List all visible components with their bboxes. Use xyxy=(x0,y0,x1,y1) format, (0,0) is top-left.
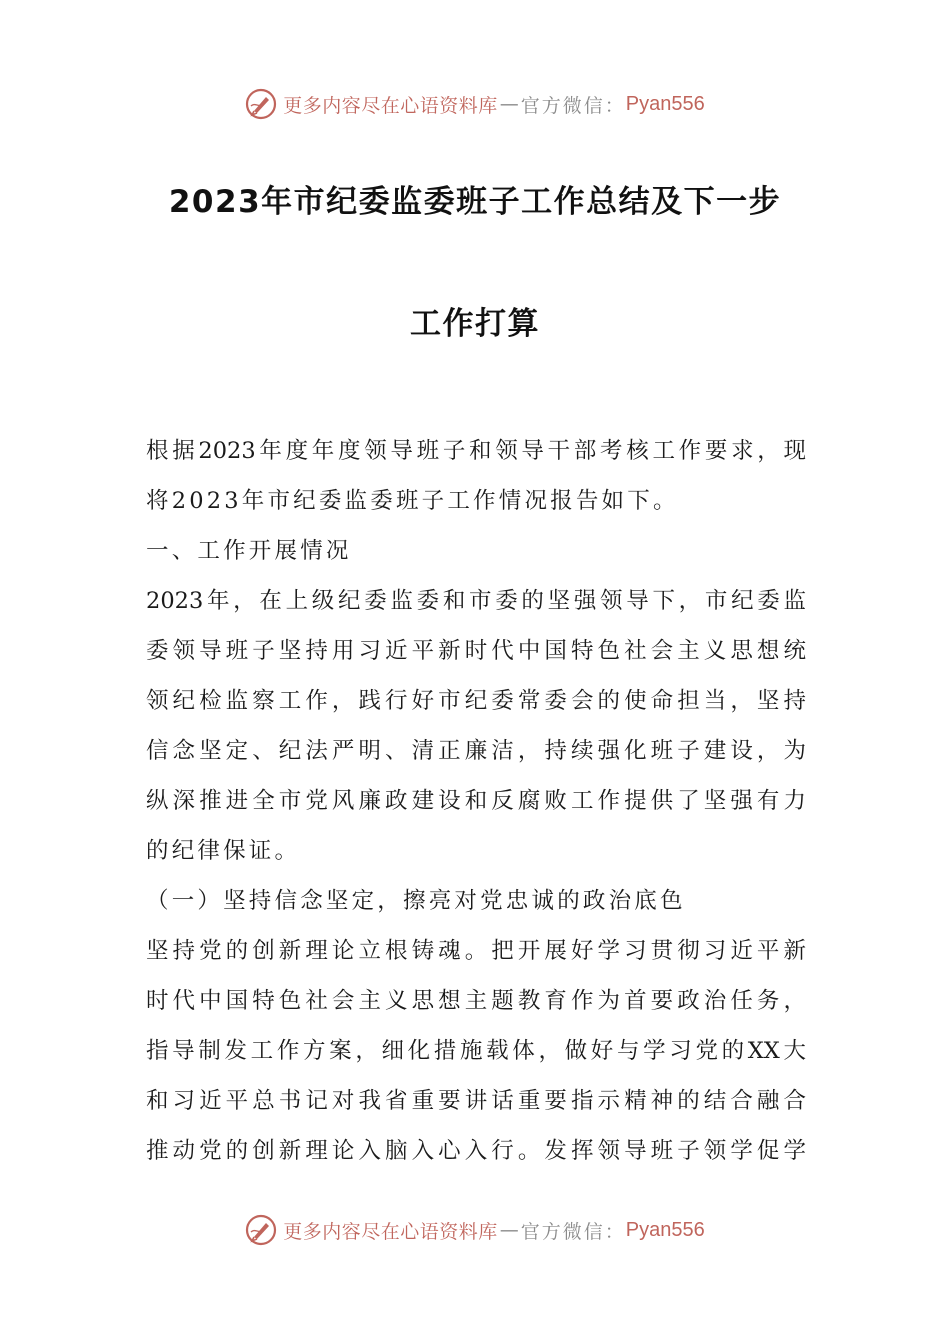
paragraph-line: 2023年，在上级纪委监委和市委的坚强领导下，市纪委监 xyxy=(146,588,806,614)
subsection-heading: （一）坚持信念坚定，擦亮对党忠诚的政治底色 xyxy=(146,888,686,914)
paragraph-line: 委领导班子坚持用习近平新时代中国特色社会主义思想统 xyxy=(146,638,806,664)
paragraph-line: 指导制发工作方案，细化措施载体，做好与学习党的XX大 xyxy=(146,1038,806,1064)
document-body xyxy=(146,426,806,1176)
paragraph-line: 和习近平总书记对我省重要讲话重要指示精神的结合融合 xyxy=(146,1088,806,1114)
watermark-id: Pyan556 xyxy=(625,92,705,115)
watermark-id: Pyan556 xyxy=(625,1218,705,1241)
paragraph-line: 领纪检监察工作，践行好市纪委常委会的使命担当，坚持 xyxy=(146,688,806,714)
document-title-line-2: 工作打算 xyxy=(410,306,540,342)
paragraph-line: 纵深推进全市党风廉政建设和反腐败工作提供了坚强有力 xyxy=(146,788,806,814)
header-watermark xyxy=(0,84,950,124)
watermark-separator: — xyxy=(499,93,519,115)
paragraph-line: 的纪律保证。 xyxy=(146,838,301,864)
watermark-separator: — xyxy=(499,1219,519,1241)
pen-nib-icon xyxy=(245,88,277,120)
paragraph-line: 坚持党的创新理论立根铸魂。把开展好学习贯彻习近平新 xyxy=(146,938,806,964)
watermark-text: 更多内容尽在心语资料库 xyxy=(283,94,498,117)
paragraph-line: 根据2023年度年度领导班子和领导干部考核工作要求，现 xyxy=(146,438,806,464)
section-heading: 一、工作开展情况 xyxy=(146,538,352,564)
watermark-label: 官方微信： xyxy=(520,1220,626,1243)
paragraph-line: 时代中国特色社会主义思想主题教育作为首要政治任务， xyxy=(146,988,806,1014)
watermark-text: 更多内容尽在心语资料库 xyxy=(283,1220,498,1243)
paragraph-line: 推动党的创新理论入脑入心入行。发挥领导班子领学促学 xyxy=(146,1138,806,1164)
paragraph-line: 将2023年市纪委监委班子工作情况报告如下。 xyxy=(146,488,679,514)
paragraph-line: 信念坚定、纪法严明、清正廉洁，持续强化班子建设，为 xyxy=(146,738,806,764)
watermark-label: 官方微信： xyxy=(520,94,626,117)
footer-watermark xyxy=(0,1210,950,1250)
document-title-line-1: 2023年市纪委监委班子工作总结及下一步 xyxy=(168,184,782,220)
pen-nib-icon xyxy=(245,1214,277,1246)
